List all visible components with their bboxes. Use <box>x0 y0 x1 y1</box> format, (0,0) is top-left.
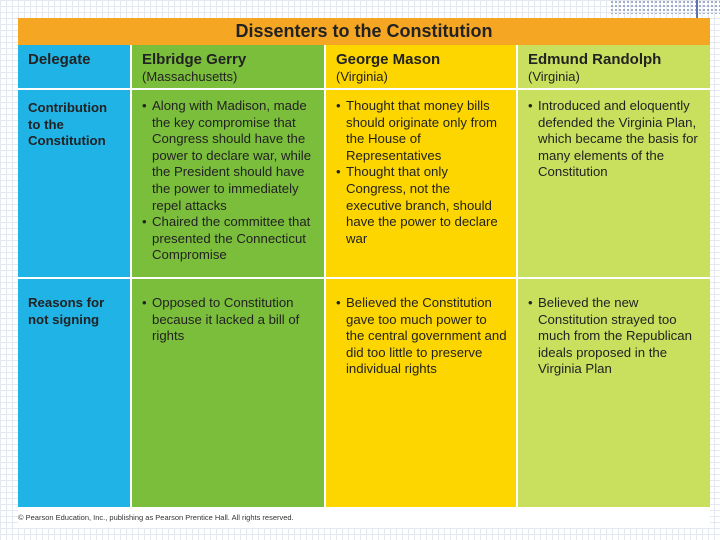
bullet-icon: • <box>142 295 147 310</box>
bullet-icon: • <box>336 295 341 310</box>
list-item <box>336 295 508 378</box>
bullet-icon: • <box>528 295 533 310</box>
slide <box>18 18 710 528</box>
list-item-text: Introduced and eloquently defended the Virginia Plan, which became the basis for many elements of the Constitution <box>538 98 698 180</box>
list-item <box>336 98 508 164</box>
header-randolph <box>518 45 710 90</box>
row-label-contribution: Contribution to the Constitution <box>18 90 132 279</box>
bullet-icon: • <box>336 164 341 180</box>
list-item <box>142 98 316 214</box>
delegate-name: Edmund Randolph <box>528 51 662 68</box>
mason-reasons-cell <box>326 279 518 509</box>
list-item <box>336 164 508 247</box>
bullet-icon: • <box>142 214 147 230</box>
row-label-reasons: Reasons for not signing <box>18 279 132 509</box>
bullet-icon: • <box>142 98 147 113</box>
list-item-text: Chaired the committee that presented the Connecticut Compromise <box>152 214 311 263</box>
list-item-text: Believed the new Constitution strayed too much from the Republican ideals proposed in the Virginia Plan <box>538 295 692 377</box>
list-item-text: Thought that money bills should originate only from the House of Representatives <box>346 98 498 163</box>
list-item <box>528 295 702 378</box>
bullet-icon: • <box>528 98 533 113</box>
list-item-text: Opposed to Constitution because it lacked a bill of rights <box>152 295 300 344</box>
slide-title: Dissenters to the Constitution <box>18 18 710 45</box>
list-item-text: Believed the Constitution gave too much power to the central government and did too little to preserve individual rights <box>346 295 507 377</box>
delegate-name: Elbridge Gerry <box>142 51 247 68</box>
mason-contribution-cell <box>326 90 518 279</box>
dissenters-table <box>18 45 710 509</box>
list-item <box>528 98 702 181</box>
randolph-contribution-cell <box>518 90 710 279</box>
list-item-text: Along with Madison, made the key compromise that Congress should have the power to declare war, while the President should have the power to immediately repel attacks <box>152 98 312 213</box>
list-item-text: Thought that only Congress, not the executive branch, should have the power to declare war <box>346 164 498 246</box>
bullet-icon: • <box>336 98 341 113</box>
list-item <box>142 295 316 345</box>
corner-dot-pattern <box>610 0 720 14</box>
corner-accent-line <box>696 0 698 18</box>
list-item <box>142 214 316 264</box>
randolph-reasons-cell <box>518 279 710 509</box>
gerry-contribution-cell <box>132 90 326 279</box>
header-delegate-label: Delegate <box>18 45 132 90</box>
header-gerry <box>132 45 326 90</box>
delegate-state: (Virginia) <box>336 69 388 84</box>
delegate-state: (Virginia) <box>528 69 580 84</box>
gerry-reasons-cell <box>132 279 326 509</box>
delegate-name: George Mason <box>336 51 441 68</box>
header-mason <box>326 45 518 90</box>
delegate-state: (Massachusetts) <box>142 69 238 84</box>
copyright-footer: © Pearson Education, Inc., publishing as Pearson Prentice Hall. All rights reserved. <box>18 513 294 522</box>
